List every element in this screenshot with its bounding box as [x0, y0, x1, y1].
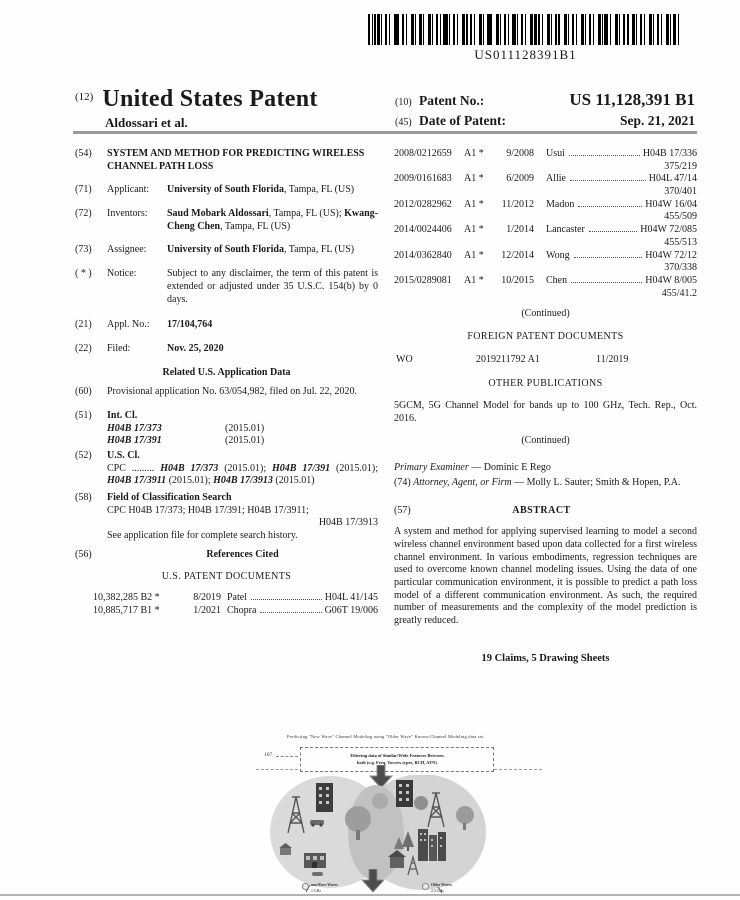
- cpc-line: [107, 463, 378, 488]
- ref-subclass: 455/41.2: [661, 287, 697, 299]
- callout-line2: 2.4 GHz: [431, 888, 444, 893]
- title-text: SYSTEM AND METHOD FOR PREDICTING WIRELESS CHANNEL PATH LOSS: [107, 148, 365, 172]
- ref-subclass: 455/513: [664, 236, 697, 248]
- ref-leader-line: [276, 756, 298, 757]
- ref-number: 10,382,285 B2 *: [93, 592, 160, 604]
- car-icon: [312, 872, 323, 876]
- cpc-rest: (2015.01);: [330, 462, 378, 474]
- patent-number: US 11,128,391 B1: [569, 90, 695, 109]
- assignee-value: [167, 244, 378, 257]
- ref-kind: A1 *: [464, 148, 484, 159]
- page-title: United States Patent: [102, 86, 318, 112]
- inventor-byline: Aldossari et al.: [105, 115, 188, 130]
- ref-kind: A1 *: [464, 173, 484, 185]
- foreign-docs-heading: FOREIGN PATENT DOCUMENTS: [467, 330, 624, 342]
- patent-no-label: Patent No.:: [419, 93, 485, 108]
- related-data-heading: Related U.S. Application Data: [162, 366, 291, 378]
- shop-building-icon: [304, 853, 326, 868]
- inventor-name-1: Saud Mobark Aldossari: [167, 208, 269, 220]
- int-cl-entry: [107, 435, 378, 448]
- cpc-rest: (2015.01);: [218, 462, 273, 474]
- dotted-leader: [574, 257, 643, 258]
- ref-kind: A1 *: [464, 198, 484, 210]
- dotted-leader: [571, 282, 642, 283]
- ref-kind: A1 *: [464, 274, 484, 286]
- building-icon: [396, 780, 413, 807]
- cpc-label: CPC: [107, 462, 126, 474]
- int-cl-code: H04B 17/373: [107, 422, 162, 434]
- attorney-line: [394, 477, 697, 490]
- ref-name: Usui: [546, 148, 565, 159]
- filed-label: Filed:: [107, 342, 131, 354]
- assignee-row: [75, 244, 378, 257]
- field-line1: CPC H04B 17/373; H04B 17/391; H04B 17/3911;: [107, 504, 309, 516]
- figure-caption: Predicting "New Wave" Channel Modeling using "Older Wave" Known Channel Modeling data set: [287, 734, 484, 739]
- int-cl-year: (2015.01): [225, 435, 265, 447]
- cpc-dots: .........: [131, 462, 155, 474]
- filtering-box-line1: Filtering data of Similar/Wide Features Between: [350, 753, 444, 759]
- barcode-number: US011128391B1: [474, 47, 577, 62]
- dotted-leader: [570, 180, 646, 181]
- left-column: [75, 148, 378, 665]
- callout-text: [431, 883, 452, 894]
- ref-subclass: 370/338: [664, 262, 697, 274]
- references-heading-row: [75, 549, 378, 562]
- cpc-rest: (2015.01): [272, 475, 315, 487]
- inventors-value: [167, 208, 378, 233]
- us-ref-row: [75, 592, 378, 605]
- ref-date: 1/2014: [506, 224, 534, 236]
- callout-line1: mmWave Waves: [311, 883, 338, 887]
- continued-note: (Continued): [521, 435, 570, 447]
- assignee-label: Assignee:: [107, 244, 147, 256]
- ref-name: Allie: [546, 173, 566, 185]
- other-publication-text: 5GCM, 5G Channel Model for bands up to 100 GHz, Tech. Rep., Oct. 2016.: [394, 400, 697, 424]
- cpc-code: H04B 17/391: [272, 462, 331, 474]
- ref-date: 6/2009: [506, 173, 534, 185]
- right-column: [394, 148, 697, 665]
- us-ref-row: [394, 250, 697, 275]
- foreign-date: 11/2019: [596, 353, 629, 365]
- ref-class: H04W 72/12: [645, 249, 697, 261]
- foreign-office: WO: [396, 353, 413, 365]
- ref-date: 12/2014: [501, 249, 534, 261]
- dotted-leader: [260, 612, 321, 613]
- patent-date: Sep. 21, 2021: [619, 113, 695, 128]
- figure-ref-label: 107: [264, 752, 273, 758]
- appl-no-tag: (21): [75, 319, 92, 331]
- us-ref-row: [394, 275, 697, 300]
- filtering-box-line2: both (e.g. Freq, Towers types, BCH, ATN): [357, 759, 437, 765]
- inventor-name-2: Kwang-Cheng Chen: [167, 208, 379, 232]
- other-publications-heading: OTHER PUBLICATIONS: [488, 378, 603, 390]
- inventors-row: [75, 208, 378, 233]
- abstract-tag: (57): [394, 505, 411, 517]
- callout-dot: [422, 883, 429, 890]
- tree-icon: [372, 793, 388, 809]
- ref-class: H04W 72/085: [640, 224, 697, 236]
- ref-name: Lancaster: [546, 224, 585, 236]
- field-tag: (58): [75, 492, 92, 504]
- references-heading: References Cited: [206, 548, 279, 560]
- inventors-tag: (72): [75, 208, 92, 220]
- notice-label: Notice:: [107, 268, 137, 280]
- field-body: [107, 492, 378, 543]
- references-tag: (56): [75, 548, 92, 560]
- filed-value: Nov. 25, 2020: [167, 342, 224, 354]
- ref-class: H04W 16/04: [645, 198, 697, 210]
- applicant-label: Applicant:: [107, 184, 150, 196]
- notice-text: Subject to any disclaimer, the term of this patent is extended or adjusted under 35 U.S.C. 154(b) by 0 days.: [167, 268, 378, 305]
- int-cl-year: (2015.01): [225, 422, 265, 434]
- claims-line: 19 Claims, 5 Drawing Sheets: [481, 652, 610, 664]
- abstract-text: A system and method for applying supervised learning to model a second wireless channel environment based upon data collected for a first wireless channel environment. In various embodiments, regression techniques are used to overcome known channel modeling issues. Using the data of one particular communication environment, it is possible to predict a path loss model of a different communication environment. As such, the required number of measurements and the complexity of the model prediction is greatly reduced.: [394, 526, 697, 626]
- inventors-end: , Tampa, FL (US): [220, 220, 291, 232]
- header-right: [395, 86, 695, 132]
- dashed-segment: [256, 769, 298, 770]
- int-cl-entry: [107, 423, 378, 436]
- ref-class: G06T 19/006: [324, 604, 378, 616]
- ref-subclass: 370/401: [664, 186, 697, 198]
- ref-date: 1/2021: [193, 604, 221, 616]
- assignee-rest: , Tampa, FL (US): [283, 244, 355, 256]
- int-cl-tag: (51): [75, 409, 92, 421]
- filtering-box: [300, 747, 494, 772]
- int-cl-code: H04B 17/391: [107, 435, 162, 447]
- date-label: Date of Patent:: [419, 113, 506, 128]
- filed-tag: (22): [75, 342, 92, 354]
- page-edge-line: [0, 894, 740, 896]
- applicant-value: [167, 184, 378, 197]
- ref-name: Patel: [227, 592, 247, 604]
- ref-number: 2015/0289081: [394, 274, 452, 286]
- ref-number: 2014/0024406: [394, 224, 452, 236]
- examiner-label: Primary Examiner: [394, 462, 469, 474]
- assignee-name: University of South Florida: [167, 244, 284, 256]
- two-column-body: [75, 148, 697, 665]
- int-cl-section: [75, 410, 378, 448]
- ref-subclass: 455/509: [664, 211, 697, 223]
- assignee-tag: (73): [75, 244, 92, 256]
- ref-date: 10/2015: [501, 274, 534, 286]
- notice-tag: ( * ): [75, 268, 92, 280]
- dotted-leader: [251, 599, 322, 600]
- inventors-mid: , Tampa, FL (US);: [268, 208, 345, 220]
- us-cl-body: [107, 450, 378, 488]
- filed-row: [75, 343, 378, 356]
- ref-number: 2014/0362840: [394, 249, 452, 261]
- ref-name: Madon: [546, 198, 575, 210]
- drawing-figure: [0, 728, 740, 900]
- date-tag: (45): [395, 117, 412, 128]
- us-patent-docs-heading: U.S. PATENT DOCUMENTS: [161, 570, 292, 582]
- int-cl-body: [107, 410, 378, 448]
- notice-row: [75, 268, 378, 306]
- ref-class: H04B 17/336: [642, 148, 697, 159]
- barcode-icon: [368, 14, 683, 45]
- ref-class: H04L 47/14: [648, 173, 697, 185]
- ref-name: Chen: [546, 274, 568, 286]
- dashed-segment: [494, 769, 542, 770]
- callout-text: [311, 883, 338, 894]
- ref-date: 11/2012: [501, 198, 534, 210]
- us-ref-row: [394, 148, 697, 173]
- examiner-line: [394, 462, 697, 475]
- ref-number: 2009/0161683: [394, 173, 452, 185]
- ref-number: 2008/0212659: [394, 148, 452, 159]
- appl-no-label: Appl. No.:: [107, 319, 150, 331]
- attorney-tag: (74): [394, 476, 414, 488]
- ref-kind: A1 *: [464, 224, 484, 236]
- abstract-heading: ABSTRACT: [512, 505, 571, 517]
- us-cl-tag: (52): [75, 450, 92, 461]
- foreign-number: 2019211792 A1: [476, 353, 540, 365]
- header-left: [75, 86, 318, 132]
- dotted-leader: [578, 206, 642, 207]
- patent-header: [75, 86, 695, 132]
- provisional-tag: (60): [75, 386, 92, 398]
- us-ref-row: [75, 605, 378, 618]
- title-tag: (54): [75, 148, 92, 159]
- appl-no-row: [75, 319, 378, 332]
- ref-kind: A1 *: [464, 249, 484, 261]
- ref-name: Chopra: [227, 604, 257, 616]
- int-cl-heading: Int. Cl.: [107, 409, 138, 421]
- cpc-rest: (2015.01);: [166, 475, 214, 487]
- cpc-code: H04B 17/373: [160, 462, 219, 474]
- ref-date: 9/2008: [506, 148, 534, 159]
- us-cl-section: [75, 450, 378, 488]
- ref-class: H04W 8/005: [645, 274, 697, 286]
- examiner-name: — Dominic E Rego: [468, 462, 551, 474]
- dotted-leader: [589, 231, 637, 232]
- ref-name: Wong: [546, 249, 570, 261]
- us-ref-row: [394, 199, 697, 224]
- continued-note: (Continued): [521, 308, 570, 320]
- us-ref-row: [394, 173, 697, 198]
- dotted-leader: [569, 155, 640, 156]
- barcode-block: [368, 14, 683, 63]
- field-line2: H04B 17/3913: [318, 517, 378, 529]
- us-ref-row: [394, 224, 697, 249]
- left-environment-callout: [302, 883, 338, 894]
- field-search-section: [75, 492, 378, 543]
- foreign-ref-row: [396, 354, 697, 367]
- kind-code-tag: (12): [75, 91, 94, 103]
- ref-number: 10,885,717 B1 *: [93, 604, 160, 616]
- ref-class: H04L 41/145: [324, 592, 378, 604]
- appl-no-value: 17/104,764: [167, 319, 213, 331]
- field-note: See application file for complete search history.: [107, 530, 298, 542]
- header-divider: [73, 131, 697, 134]
- down-arrow-icon: [360, 869, 386, 893]
- cpc-code: H04B 17/3913: [213, 475, 273, 487]
- inventors-label: Inventors:: [107, 208, 148, 220]
- cpc-code: H04B 17/3911: [107, 475, 167, 487]
- field-heading: Field of Classification Search: [107, 492, 232, 504]
- applicant-row: [75, 184, 378, 197]
- us-cl-heading: U.S. Cl.: [107, 450, 140, 461]
- invention-title: [75, 148, 378, 173]
- applicant-rest: , Tampa, FL (US): [283, 184, 355, 196]
- right-environment-callout: [422, 883, 452, 894]
- callout-line1: Older Waves: [431, 883, 452, 887]
- callout-dot: [302, 883, 309, 890]
- tree-icon: [414, 796, 428, 810]
- ref-subclass: 375/219: [664, 160, 697, 172]
- applicant-tag: (71): [75, 184, 92, 196]
- ref-date: 8/2019: [193, 592, 221, 604]
- patent-no-tag: (10): [395, 97, 412, 108]
- provisional-text: Provisional application No. 63/054,982, filed on Jul. 22, 2020.: [107, 386, 357, 398]
- attorney-name: — Molly L. Sauter; Smith & Hopen, P.A.: [511, 476, 681, 488]
- applicant-name: University of South Florida: [167, 184, 284, 196]
- attorney-label: Attorney, Agent, or Firm: [413, 476, 512, 488]
- building-icon: [316, 783, 333, 812]
- callout-line2: 1 GHz: [311, 888, 322, 893]
- provisional-row: [75, 386, 378, 399]
- ref-number: 2012/0282962: [394, 198, 452, 210]
- abstract-heading-row: [394, 505, 697, 518]
